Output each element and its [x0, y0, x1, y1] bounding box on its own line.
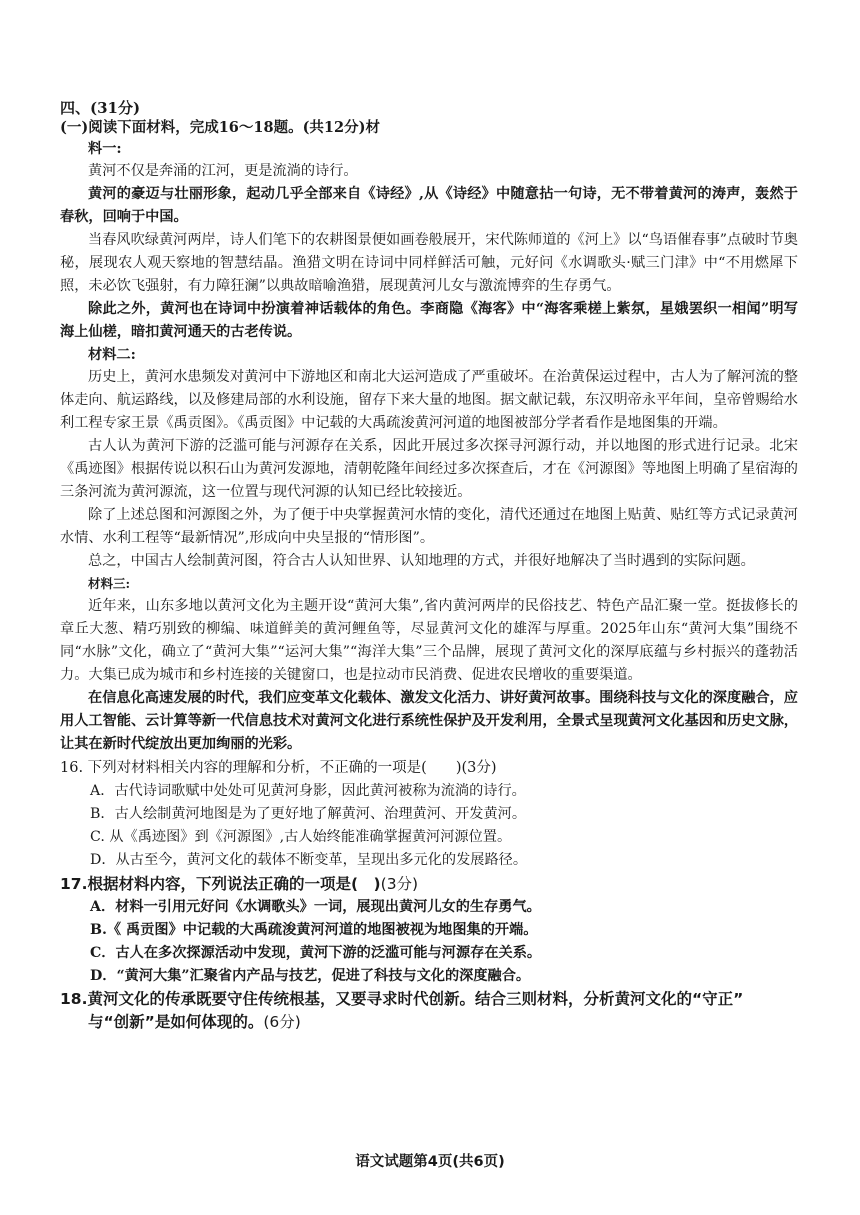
question-17-stem-text: 17.根据材料内容，下列说法正确的一项是( ) [60, 875, 381, 893]
reading-instructions: (一)阅读下面材料，完成16～18题。(共12分)材 [60, 119, 380, 136]
page-footer: 语文试题第4页(共6页) [355, 1154, 505, 1170]
material1-para-4 [60, 298, 798, 344]
question-16-option-b: B．古人绘制黄河地图是为了更好地了解黄河、治理黄河、开发黄河。 [90, 806, 527, 822]
question-17-option-d: D．“黄河大集”汇聚省内产品与技艺，促进了科技与文化的深度融合。 [90, 968, 531, 984]
material2-para-4: 总之，中国古人绘制黄河图，符合古人认知世界、认知地理的方式，并很好地解决了当时遇到的实际问题。 [88, 553, 755, 569]
question-17-option-b: B.《 禹贡图》中记载的大禹疏浚黄河河道的地图被视为地图集的开端。 [90, 922, 538, 938]
question-17-score: (3分) [380, 875, 419, 893]
question-16-option-c: C. 从《禹迹图》到《河源图》,古人始终能准确掌握黄河河源位置。 [90, 829, 512, 845]
material1-para-4-text: 除此之外，黄河也在诗词中扮演着神话载体的角色。李商隐《海客》中“海客乘槎上紫氛，星娥罢织一相闻”明写海上仙槎，暗扣黄河通天的古老传说。 [60, 301, 798, 340]
section-title: 四、(31分) [60, 99, 141, 117]
material2-label: 材料二: [88, 347, 136, 363]
question-18-score: (6分) [263, 1013, 301, 1031]
question-17-option-a: A．材料一引用元好问《水调歌头》一词，展现出黄河儿女的生存勇气。 [90, 899, 541, 915]
page-content [60, 98, 798, 1034]
material3-para-2: 在信息化高速发展的时代，我们应变革文化载体、激发文化活力、讲好黄河故事。围绕科技与文化的深度融合，应用人工智能、云计算等新一代信息技术对黄河文化进行系统性保护及开发利用，全景式呈现黄河文化基因和历史文脉，让其在新时代绽放出更加绚丽的光彩。 [60, 690, 798, 752]
question-17-stem [60, 872, 798, 896]
material1-para-1: 黄河不仅是奔涌的江河，更是流淌的诗行。 [88, 163, 358, 179]
question-16-option-a: A．古代诗词歌赋中处处可见黄河身影，因此黄河被称为流淌的诗行。 [90, 783, 526, 799]
question-18-line-2: 与“创新”是如何体现的。 [88, 1013, 264, 1031]
material3-para-1: 近年来，山东多地以黄河文化为主题开设“黄河大集”,省内黄河两岸的民俗技艺、特色产品汇聚一堂。挺拔修长的章丘大葱、精巧别致的柳编、味道鲜美的黄河鲤鱼等，尽显黄河文化的雄浑与厚重。2025年山东“黄河大集”围绕不同“水脉”文化，确立了“黄河大集”“运河大集”“海洋大集”三个品牌，展现了黄河文化的深厚底蕴与乡村振兴的蓬勃活力。大集已成为城市和乡村连接的关键窗口，也是拉动市民消费、促进农民增收的重要渠道。 [60, 598, 798, 683]
material1-label: 料一: [88, 141, 122, 157]
question-18-line-1: 18.黄河文化的传承既要守住传统根基，又要寻求时代创新。结合三则材料，分析黄河文化的“守正” [60, 990, 744, 1008]
material2-para-1: 历史上，黄河水患频发对黄河中下游地区和南北大运河造成了严重破坏。在治黄保运过程中，古人为了解河流的整体走向、航运路线，以及修建局部的水利设施，留存下来大量的地图。据文献记载，东汉明帝永平年间，皇帝曾赐给水利工程专家王景《禹贡图》。《禹贡图》中记载的大禹疏浚黄河河道的地图被部分学者看作是地图集的开端。 [60, 369, 798, 431]
material1-para-3: 当春风吹绿黄河两岸，诗人们笔下的农耕图景便如画卷般展开，宋代陈师道的《河上》以“鸟语催春事”点破时节奥秘，展现农人观天察地的智慧结晶。渔猎文明在诗词中同样鲜活可触，元好问《水调歌头·赋三门津》中“不用燃犀下照，未必饮飞强射，有力障狂澜”以典故暗喻渔猎，展现黄河儿女与激流博弈的生存勇气。 [60, 232, 798, 294]
question-16-option-d: D．从古至今，黄河文化的载体不断变革，呈现出多元化的发展路径。 [90, 852, 528, 868]
question-18 [60, 988, 798, 1034]
question-18-line-2-wrap [60, 1011, 798, 1034]
material2-para-3: 除了上述总图和河源图之外，为了便于中央掌握黄河水情的变化，清代还通过在地图上贴黄、贴红等方式记录黄河水情、水利工程等“最新情况”,形成向中央呈报的“情形图”。 [60, 507, 798, 546]
material3-label: 材料三: [88, 576, 131, 591]
question-16-stem: 16. 下列对材料相关内容的理解和分析，不正确的一项是( )(3分) [60, 760, 497, 776]
material2-para-2: 古人认为黄河下游的泛滥可能与河源存在关系，因此开展过多次探寻河源行动，并以地图的形式进行记录。北宋《禹迹图》根据传说以积石山为黄河发源地，清朝乾隆年间经过多次探查后，才在《河源图》等地图上明确了星宿海的三条河流为黄河源流，这一位置与现代河源的认知已经比较接近。 [60, 438, 798, 500]
material1-para-2: 黄河的豪迈与壮丽形象，起动几乎全部来自《诗经》,从《诗经》中随意拈一句诗，无不带着黄河的涛声，轰然于春秋，回响于中国。 [60, 186, 798, 225]
question-17-option-c: C．古人在多次探源活动中发现，黄河下游的泛滥可能与河源存在关系。 [90, 945, 542, 961]
